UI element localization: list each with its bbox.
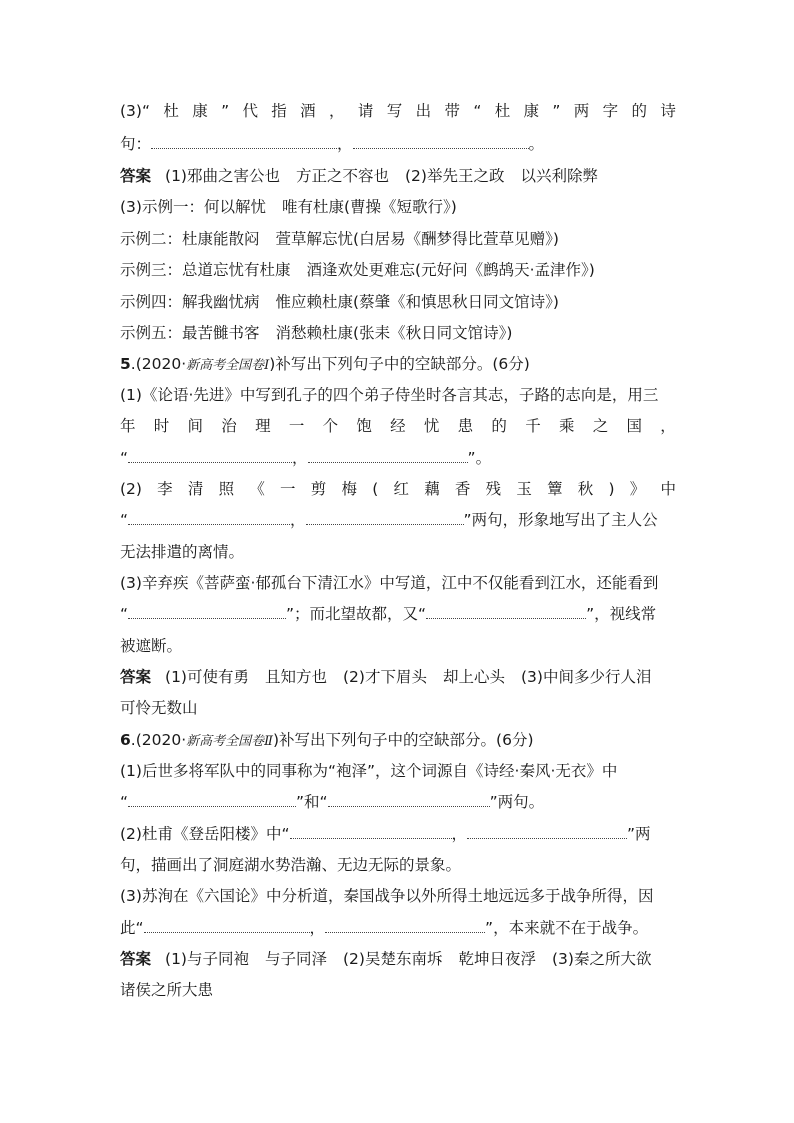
q5-p1-line2 (120, 416, 676, 436)
q4-part3-char: 两 (573, 102, 590, 120)
q6-blank-3[interactable] (290, 825, 452, 839)
q4-part3-char: 代 (242, 102, 258, 120)
q5-blank-3[interactable] (128, 511, 290, 525)
q5-p2-char: 照 (218, 480, 235, 498)
q5-p1-char: 忧 (423, 417, 440, 435)
q5-blank-4[interactable] (306, 511, 464, 525)
q6-p2-line2: 句，描画出了洞庭湖水势浩瀚、无边无际的景象。 (120, 856, 462, 874)
q5-p1-char: 经 (390, 417, 406, 435)
q5-p2-char: 红 (393, 480, 409, 498)
q5-p2-char: 清 (187, 480, 204, 498)
q5-p2-char: ( (372, 480, 379, 498)
q4-blank-2[interactable] (353, 135, 529, 149)
q5-p1-char: 时 (153, 417, 170, 435)
q6-heading: 6.(2020·新高考全国卷Ⅱ)补写出下列句子中的空缺部分。(6分) (120, 731, 534, 749)
q5-blank-1[interactable] (128, 449, 292, 463)
q5-p2-char: 《 (249, 480, 265, 498)
q4-part3-line1 (120, 101, 676, 121)
q5-blank-2[interactable] (308, 449, 468, 463)
q4-part3-prefix: 句： (120, 135, 152, 153)
q6-p1-line1: (1)后世多将军队中的同事称为“袍泽”，这个词源自《诗经·秦风·无衣》中 (120, 762, 618, 780)
q4-part3-char: “ (473, 102, 482, 120)
q4-part3-char: 带 (444, 102, 460, 120)
q5-p2-char: 残 (485, 480, 502, 498)
q5-p3-line1: (3)辛弃疾《菩萨蛮·郁孤台下清江水》中写道，江中不仅能看到江水，还能看到 (120, 574, 659, 592)
q6-p3-line1: (3)苏洵在《六国论》中分析道，秦国战争以外所得土地远远多于战争所得，因 (120, 887, 654, 905)
q4-part3-char: 出 (415, 102, 432, 120)
q5-p2-char: 玉 (516, 480, 532, 498)
q5-p1-char: ， (660, 417, 676, 435)
q4-blank-1[interactable] (151, 135, 337, 149)
q5-p1-char: 治 (221, 417, 237, 435)
q4-part3-line2: 句： ， 。 (120, 135, 545, 153)
q4-part3-char: 请 (357, 102, 374, 120)
q5-p1-char: 年 (120, 417, 136, 435)
q4-answer: 答案 (1)邪曲之害公也 方正之不容也 (2)举先王之政 以兴利除弊 (120, 167, 598, 185)
q5-p2-line1 (120, 479, 676, 499)
q4-example-5: 示例五：最苦雠书客 消愁赖杜康(张耒《秋日同文馆诗》) (120, 324, 513, 342)
q5-p2-line3: 无法排遣的离情。 (120, 543, 245, 561)
q5-p2-char: 一 (280, 480, 296, 498)
q4-part3-char: 的 (631, 102, 648, 120)
q5-p1-char: 乘 (558, 417, 575, 435)
q4-part3-char: 指 (271, 102, 287, 120)
q4-part3-char: 诗 (660, 102, 676, 120)
q4-example-4: 示例四：解我幽忧病 惟应赖杜康(蔡肇《和慎思秋日同文馆诗》) (120, 293, 559, 311)
q5-p1-char: 个 (322, 417, 339, 435)
q6-blank-1[interactable] (128, 793, 296, 807)
q4-part3-char: ” (552, 102, 561, 120)
q5-p2-char: 藕 (424, 480, 440, 498)
q5-heading: 5.(2020·新高考全国卷Ⅰ)补写出下列句子中的空缺部分。(6分) (120, 355, 530, 373)
q4-example-2: 示例二：杜康能散闷 萱草解忘忧(白居易《酬梦得比萱草见赠》) (120, 230, 559, 248)
q5-p1-char: 之 (592, 417, 609, 435)
q5-p2-char: 中 (660, 480, 676, 498)
q4-part3-char: 康 (523, 102, 540, 120)
q5-p1-line3: “ ， ”。 (120, 449, 492, 467)
q5-blank-5[interactable] (128, 605, 286, 619)
q6-blank-5[interactable] (144, 919, 310, 933)
q5-answer-cont: 可怜无数山 (120, 699, 198, 717)
q5-p1-char: 间 (187, 417, 204, 435)
q5-p3-line2: “ ”；而北望故都，又“ ”，视线常 (120, 605, 657, 623)
q5-p1-line1: (1)《论语·先进》中写到孔子的四个弟子侍坐时各言其志，子路的志向是，用三 (120, 386, 659, 404)
q5-p1-char: 理 (255, 417, 271, 435)
q5-p2-char: 秋 (577, 480, 594, 498)
q4-example-1: (3)示例一：何以解忧 唯有杜康(曹操《短歌行》) (120, 198, 457, 216)
q5-p1-char: 千 (525, 417, 541, 435)
q6-p2-line1: (2)杜甫《登岳阳楼》中“ ， ”两 (120, 825, 651, 843)
q5-p2-char: 》 (629, 480, 646, 498)
q4-example-3: 示例三：总道忘忧有杜康 酒逢欢处更难忘(元好问《鹧鸪天·孟津作》) (120, 261, 595, 279)
q4-part3-char: 酒 (300, 102, 316, 120)
q5-p3-line3: 被遮断。 (120, 637, 183, 655)
q4-part3-char: (3)“ (120, 102, 150, 120)
q4-part3-char: 杜 (494, 102, 511, 120)
q4-part3-char: 写 (386, 102, 403, 120)
q4-part3-char: 字 (602, 102, 619, 120)
q5-p1-char: 饱 (356, 417, 372, 435)
q4-part3-char: ” (221, 102, 230, 120)
q6-p1-line2: “ ”和“ ”两句。 (120, 793, 545, 811)
q5-p2-line2: “ ， ”两句，形象地写出了主人公 (120, 511, 658, 529)
q5-p1-char: 患 (457, 417, 474, 435)
q6-blank-4[interactable] (467, 825, 627, 839)
q6-p3-line2: 此“ ， ”，本来就不在于战争。 (120, 919, 649, 937)
q5-p2-char: 香 (454, 480, 471, 498)
q5-p2-char: 剪 (310, 480, 327, 498)
q5-p2-char: 簟 (547, 480, 563, 498)
q5-p1-char: 的 (491, 417, 507, 435)
q6-blank-2[interactable] (328, 793, 490, 807)
q5-p2-char: ) (608, 480, 615, 498)
q6-answer-cont: 诸侯之所大患 (120, 981, 214, 999)
q5-answer: 答案 (1)可使有勇 且知方也 (2)才下眉头 却上心头 (3)中间多少行人泪 (120, 668, 652, 686)
q6-answer: 答案 (1)与子同袍 与子同泽 (2)吴楚东南坼 乾坤日夜浮 (3)秦之所大欲 (120, 950, 652, 968)
q6-blank-6[interactable] (325, 919, 485, 933)
q5-p2-char: 李 (157, 480, 173, 498)
q4-part3-char: 杜 (163, 102, 179, 120)
q5-source: 新高考全国卷Ⅰ (186, 358, 270, 373)
q5-blank-6[interactable] (426, 605, 586, 619)
q5-p1-char: 一 (288, 417, 305, 435)
q4-part3-char: ， (329, 102, 345, 120)
q5-p2-char: (2) (120, 480, 142, 498)
q5-p1-char: 国 (626, 417, 642, 435)
q6-source: 新高考全国卷Ⅱ (186, 734, 273, 749)
q5-p2-char: 梅 (341, 480, 357, 498)
q4-part3-char: 康 (192, 102, 208, 120)
